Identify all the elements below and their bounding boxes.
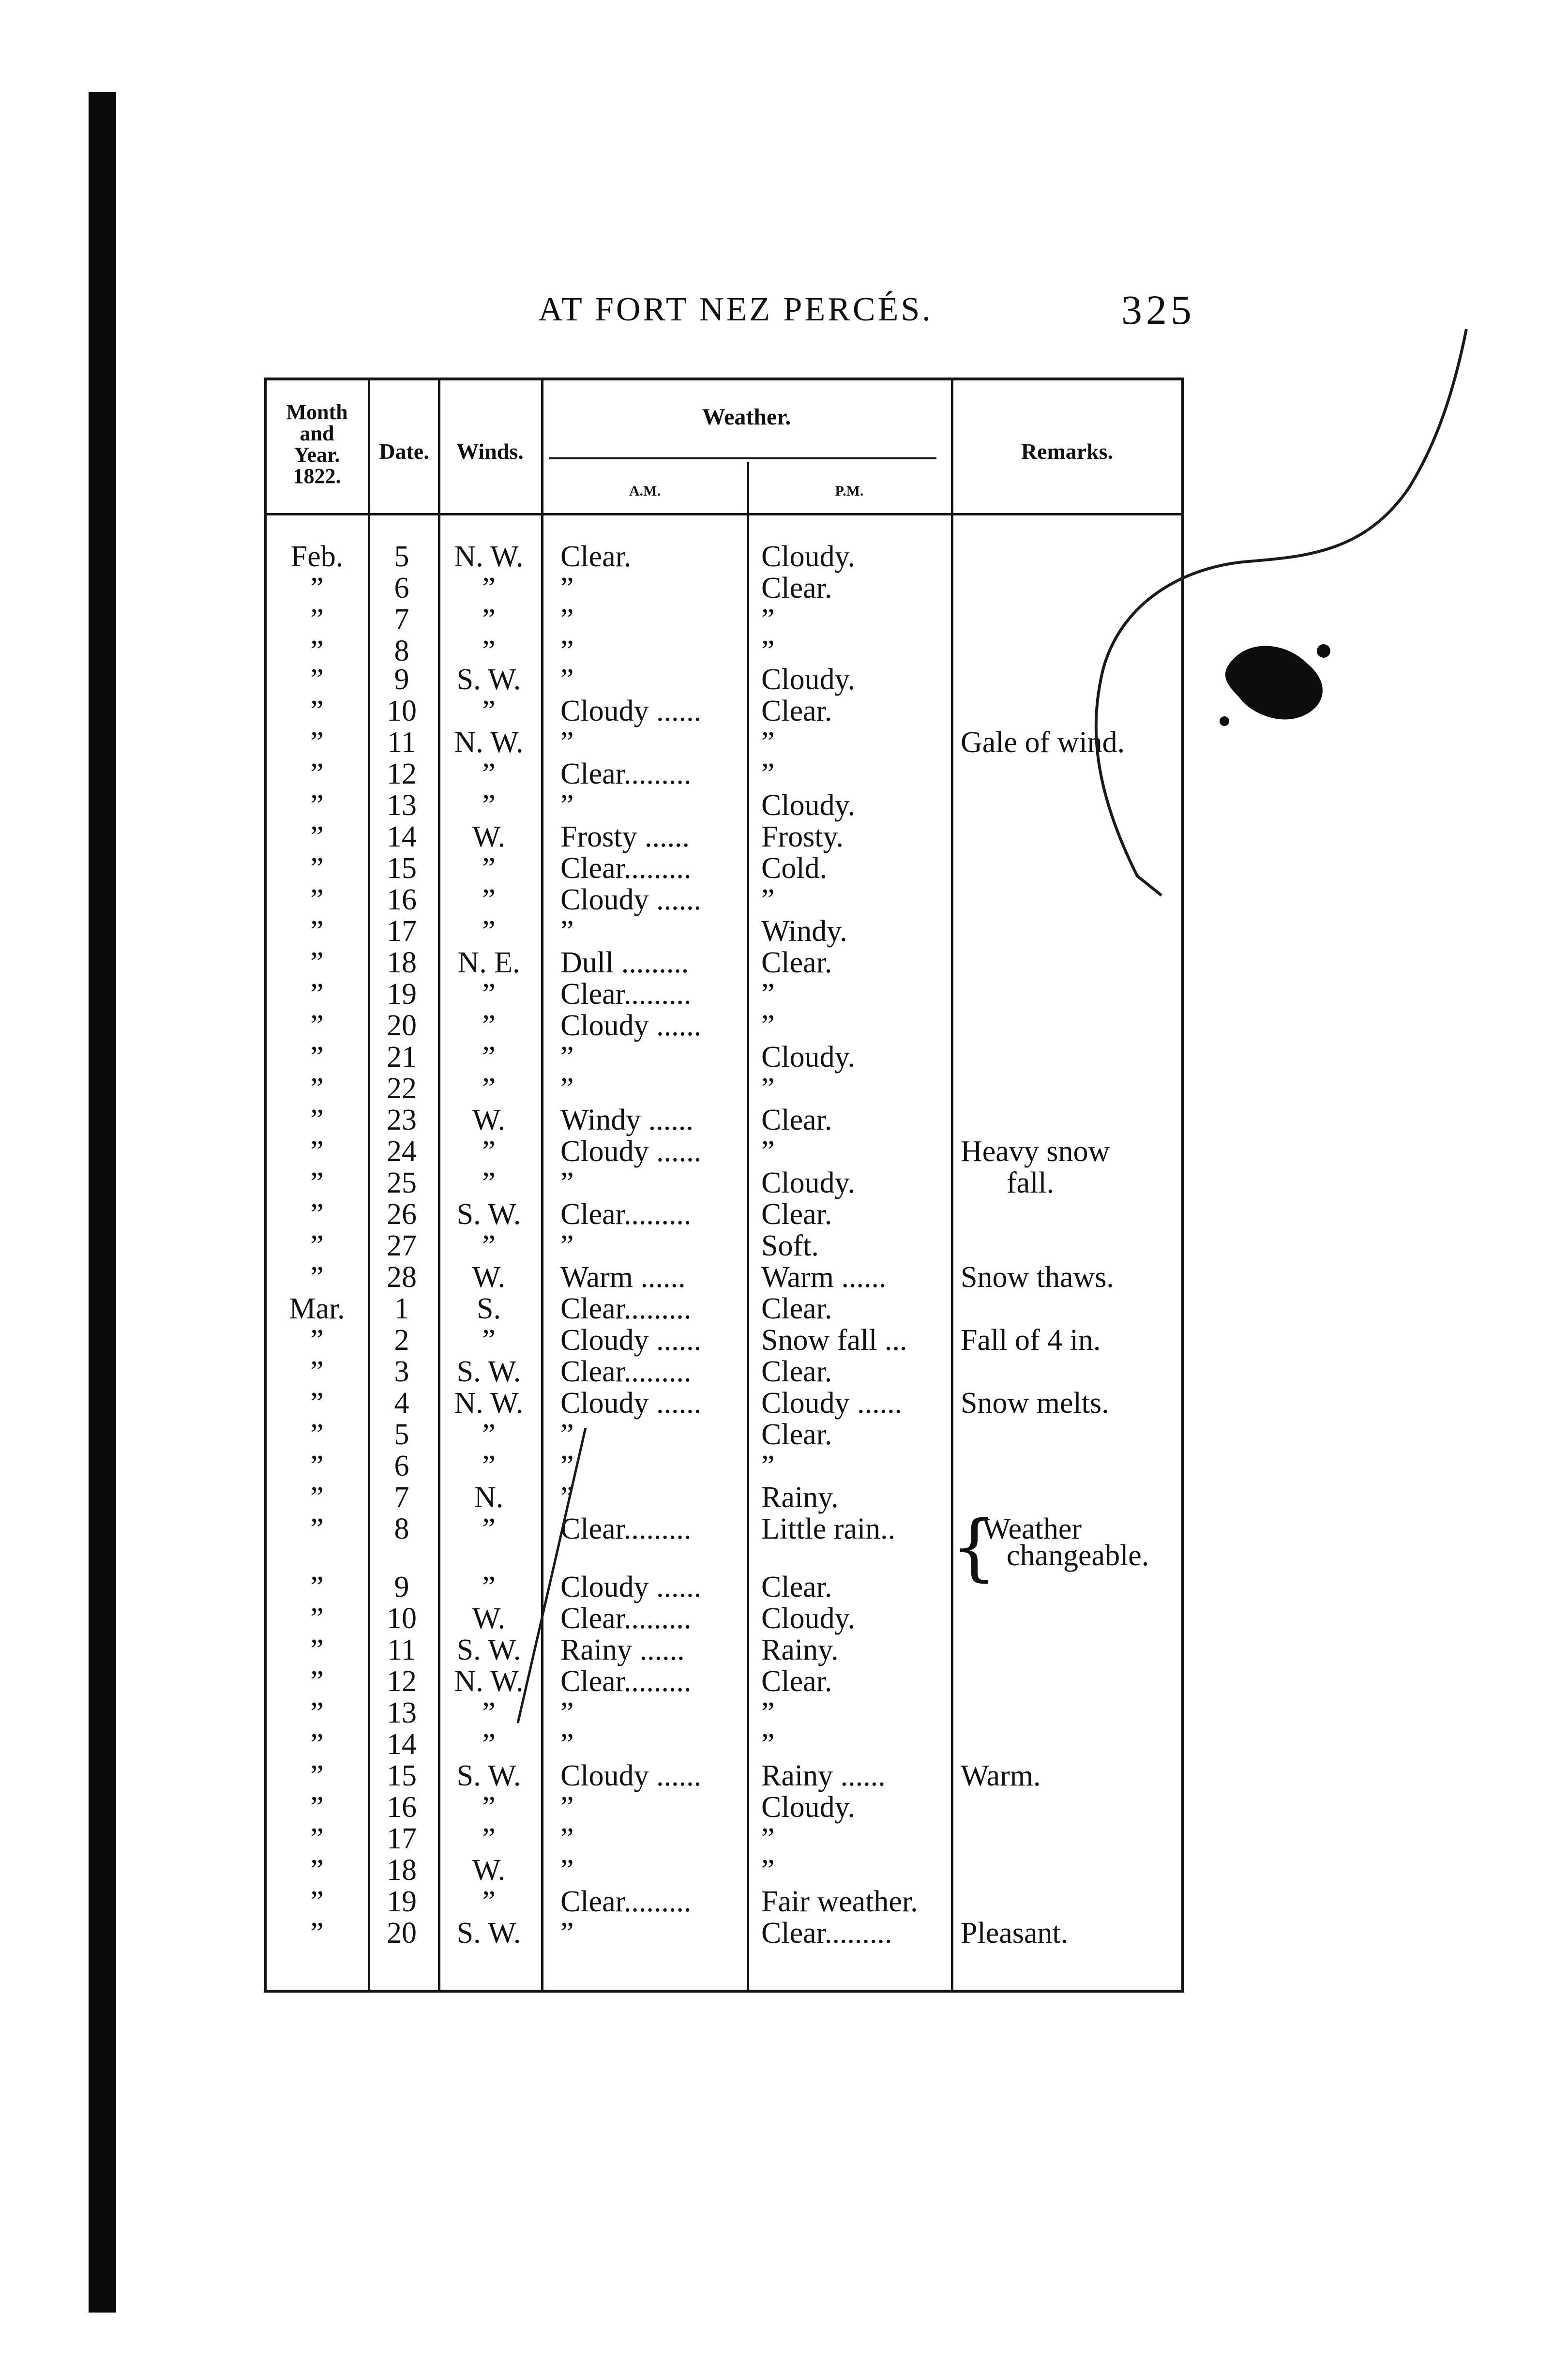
row-am: ”: [560, 1449, 574, 1482]
row-am: Cloudy ......: [560, 1386, 702, 1420]
row-wind: ”: [482, 1449, 496, 1482]
row-remark: Gale of wind.: [961, 726, 1125, 759]
row-month: ”: [310, 635, 324, 667]
row-pm: ”: [761, 1072, 775, 1105]
row-date: 1: [394, 1292, 409, 1325]
row-pm: ”: [761, 603, 775, 636]
row-pm: Clear.: [761, 694, 832, 727]
row-am: Clear.........: [560, 977, 692, 1011]
row-wind: W.: [472, 1103, 506, 1136]
row-am: ”: [560, 1166, 574, 1199]
row-wind: ”: [482, 851, 496, 885]
header-pm: P.M.: [835, 483, 864, 499]
row-am: ”: [560, 1072, 574, 1105]
row-wind: ”: [482, 1040, 496, 1074]
header-rule: [267, 513, 1181, 515]
row-date: 11: [387, 726, 416, 759]
row-month: Feb.: [290, 540, 344, 573]
row-month: ”: [310, 883, 324, 916]
row-pm: ”: [761, 1822, 775, 1855]
column-rule: [368, 380, 370, 1990]
row-pm: ”: [761, 635, 775, 667]
row-pm: Clear.: [761, 1197, 832, 1231]
row-month: ”: [310, 1664, 324, 1698]
row-date: 28: [387, 1260, 417, 1294]
row-month: ”: [310, 572, 324, 605]
row-date: 17: [387, 914, 417, 948]
row-pm: Cloudy.: [761, 1166, 856, 1199]
row-wind: W.: [472, 1260, 506, 1294]
header-remarks: Remarks.: [1021, 439, 1114, 464]
row-am: Cloudy ......: [560, 1570, 702, 1603]
row-date: 18: [387, 1853, 417, 1887]
row-remark: fall.: [1007, 1166, 1055, 1199]
row-month: ”: [310, 1134, 324, 1168]
row-wind: S. W.: [456, 1355, 521, 1388]
row-am: ”: [560, 1853, 574, 1887]
row-pm: Clear.........: [761, 1916, 892, 1950]
header-month-line: Year.: [294, 443, 340, 467]
row-date: 26: [387, 1197, 417, 1231]
row-am: Clear.: [560, 540, 632, 573]
row-am: ”: [560, 1481, 574, 1514]
row-wind: W.: [472, 820, 506, 853]
row-date: 17: [387, 1822, 417, 1855]
row-am: ”: [560, 1790, 574, 1824]
row-am: ”: [560, 1916, 574, 1950]
row-pm: ”: [761, 726, 775, 759]
row-wind: ”: [482, 914, 496, 948]
row-pm: ”: [761, 1449, 775, 1482]
row-pm: Clear.: [761, 1570, 832, 1603]
row-month: ”: [310, 1449, 324, 1482]
row-wind: ”: [482, 1727, 496, 1761]
row-am: Windy ......: [560, 1103, 694, 1136]
row-am: ”: [560, 1696, 574, 1729]
row-pm: Clear.: [761, 572, 832, 605]
row-date: 5: [394, 1418, 409, 1451]
row-month: ”: [310, 1570, 324, 1603]
row-date: 15: [387, 1759, 417, 1792]
row-date: 13: [387, 1696, 417, 1729]
row-date: 4: [394, 1386, 409, 1420]
row-month: ”: [310, 1323, 324, 1357]
column-rule: [747, 462, 749, 1990]
row-month: ”: [310, 1197, 324, 1231]
row-date: 20: [387, 1009, 417, 1042]
row-wind: N. W.: [454, 540, 524, 573]
row-month: ”: [310, 1418, 324, 1451]
row-month: ”: [310, 851, 324, 885]
row-pm: Windy.: [761, 914, 847, 948]
row-am: Warm ......: [560, 1260, 686, 1294]
row-date: 6: [394, 1449, 409, 1482]
row-date: 8: [394, 1512, 409, 1545]
row-am: Clear.........: [560, 1602, 692, 1635]
row-am: Cloudy ......: [560, 694, 702, 727]
row-wind: ”: [482, 1418, 496, 1451]
row-date: 12: [387, 1664, 417, 1698]
row-remark: changeable.: [1007, 1539, 1149, 1572]
row-month: ”: [310, 1696, 324, 1729]
row-am: ”: [560, 663, 574, 696]
row-am: Rainy ......: [560, 1633, 685, 1666]
row-date: 7: [394, 603, 409, 636]
row-am: Cloudy ......: [560, 1134, 702, 1168]
row-date: 23: [387, 1103, 417, 1136]
row-month: ”: [310, 726, 324, 759]
row-wind: N. W.: [454, 726, 524, 759]
row-am: Clear.........: [560, 1197, 692, 1231]
row-pm: Cloudy.: [761, 663, 856, 696]
row-pm: Rainy.: [761, 1633, 839, 1666]
row-date: 22: [387, 1072, 417, 1105]
row-wind: W.: [472, 1853, 506, 1887]
row-wind: ”: [482, 694, 496, 727]
row-date: 27: [387, 1229, 417, 1262]
running-head: AT FORT NEZ PERCÉS.: [538, 291, 933, 328]
row-am: Clear.........: [560, 1885, 692, 1918]
row-month: ”: [310, 820, 324, 853]
row-date: 6: [394, 572, 409, 605]
row-wind: S.: [477, 1292, 501, 1325]
row-remark: Snow thaws.: [961, 1260, 1114, 1294]
row-wind: ”: [482, 1166, 496, 1199]
row-wind: S. W.: [456, 1633, 521, 1666]
row-date: 3: [394, 1355, 409, 1388]
row-date: 10: [387, 694, 417, 727]
row-month: ”: [310, 788, 324, 822]
row-pm: ”: [761, 1727, 775, 1761]
header-winds: Winds.: [456, 439, 524, 464]
row-pm: Rainy.: [761, 1481, 839, 1514]
row-wind: ”: [482, 1885, 496, 1918]
row-date: 9: [394, 663, 409, 696]
row-am: Cloudy ......: [560, 883, 702, 916]
row-month: ”: [310, 1633, 324, 1666]
row-remark: Snow melts.: [961, 1386, 1109, 1420]
row-month: ”: [310, 1853, 324, 1887]
row-pm: ”: [761, 883, 775, 916]
row-wind: ”: [482, 572, 496, 605]
row-month: ”: [310, 1481, 324, 1514]
row-month: ”: [310, 1009, 324, 1042]
row-am: ”: [560, 914, 574, 948]
row-wind: ”: [482, 603, 496, 636]
row-remark: Fall of 4 in.: [961, 1323, 1101, 1357]
row-wind: W.: [472, 1602, 506, 1635]
row-wind: ”: [482, 1790, 496, 1824]
row-pm: Cloudy ......: [761, 1386, 903, 1420]
row-pm: Cold.: [761, 851, 828, 885]
row-date: 2: [394, 1323, 409, 1357]
column-rule: [951, 380, 953, 1990]
pen-stroke: [508, 1428, 595, 1728]
header-month-line: Month: [286, 400, 348, 424]
row-am: Cloudy ......: [560, 1323, 702, 1357]
row-pm: ”: [761, 977, 775, 1011]
row-am: Clear.........: [560, 1292, 692, 1325]
row-month: ”: [310, 663, 324, 696]
header-date: Date.: [379, 439, 429, 464]
row-am: ”: [560, 788, 574, 822]
row-date: 18: [387, 946, 417, 979]
row-wind: N. E.: [457, 946, 520, 979]
row-remark: Warm.: [961, 1759, 1041, 1792]
binding-edge: [89, 92, 116, 2313]
column-rule: [541, 380, 543, 1990]
row-remark: Heavy snow: [961, 1134, 1110, 1168]
row-date: 24: [387, 1134, 417, 1168]
row-month: ”: [310, 1512, 324, 1545]
row-am: ”: [560, 572, 574, 605]
brace-mark: {: [951, 1505, 997, 1589]
row-wind: ”: [482, 1072, 496, 1105]
row-am: Clear.........: [560, 851, 692, 885]
row-pm: Cloudy.: [761, 1602, 856, 1635]
row-date: 25: [387, 1166, 417, 1199]
row-pm: Cloudy.: [761, 788, 856, 822]
row-month: ”: [310, 977, 324, 1011]
row-pm: ”: [761, 1853, 775, 1887]
row-am: Frosty ......: [560, 820, 690, 853]
row-month: ”: [310, 1822, 324, 1855]
row-pm: Fair weather.: [761, 1885, 918, 1918]
row-date: 14: [387, 1727, 417, 1761]
row-wind: ”: [482, 1134, 496, 1168]
row-wind: ”: [482, 1822, 496, 1855]
row-pm: Snow fall ...: [761, 1323, 907, 1357]
row-month: ”: [310, 1790, 324, 1824]
row-date: 14: [387, 820, 417, 853]
row-date: 8: [394, 635, 409, 667]
row-date: 13: [387, 788, 417, 822]
row-pm: Cloudy.: [761, 1790, 856, 1824]
header-month-line: 1822.: [293, 464, 341, 488]
row-wind: N. W.: [454, 1664, 524, 1698]
row-month: ”: [310, 914, 324, 948]
row-month: ”: [310, 1166, 324, 1199]
row-wind: ”: [482, 788, 496, 822]
row-am: ”: [560, 726, 574, 759]
row-am: ”: [560, 1727, 574, 1761]
row-date: 19: [387, 977, 417, 1011]
row-date: 20: [387, 1916, 417, 1950]
row-wind: ”: [482, 1009, 496, 1042]
row-wind: ”: [482, 635, 496, 667]
row-wind: ”: [482, 1696, 496, 1729]
row-am: ”: [560, 1229, 574, 1262]
row-pm: Warm ......: [761, 1260, 887, 1294]
row-date: 15: [387, 851, 417, 885]
page-number: 325: [1121, 287, 1195, 333]
row-month: ”: [310, 1759, 324, 1792]
row-pm: Clear.: [761, 1292, 832, 1325]
header-month-line: and: [300, 422, 334, 445]
row-pm: Clear.: [761, 1664, 832, 1698]
row-wind: N. W.: [454, 1386, 524, 1420]
row-pm: Clear.: [761, 1418, 832, 1451]
row-date: 7: [394, 1481, 409, 1514]
row-am: Cloudy ......: [560, 1759, 702, 1792]
row-pm: Little rain..: [761, 1512, 896, 1545]
row-date: 10: [387, 1602, 417, 1635]
row-month: Mar.: [289, 1292, 345, 1325]
row-month: ”: [310, 757, 324, 790]
row-month: ”: [310, 1260, 324, 1294]
row-month: ”: [310, 1040, 324, 1074]
row-pm: Rainy ......: [761, 1759, 886, 1792]
row-am: Clear.........: [560, 757, 692, 790]
row-wind: N.: [474, 1481, 504, 1514]
row-month: ”: [310, 694, 324, 727]
pen-stroke: [1065, 329, 1491, 929]
row-month: ”: [310, 1916, 324, 1950]
row-pm: ”: [761, 757, 775, 790]
row-month: ”: [310, 946, 324, 979]
row-pm: ”: [761, 1009, 775, 1042]
row-wind: S. W.: [456, 663, 521, 696]
row-am: Clear.........: [560, 1512, 692, 1545]
row-am: ”: [560, 635, 574, 667]
row-am: ”: [560, 1040, 574, 1074]
row-wind: ”: [482, 1512, 496, 1545]
row-pm: Frosty.: [761, 820, 844, 853]
row-date: 21: [387, 1040, 417, 1074]
row-pm: Soft.: [761, 1229, 819, 1262]
row-date: 5: [394, 540, 409, 573]
row-pm: Cloudy.: [761, 540, 856, 573]
row-am: Clear.........: [560, 1664, 692, 1698]
row-pm: Clear.: [761, 1103, 832, 1136]
row-wind: S. W.: [456, 1197, 521, 1231]
header-rule: [549, 457, 936, 459]
row-month: ”: [310, 1355, 324, 1388]
row-month: ”: [310, 1602, 324, 1635]
row-remark: Pleasant.: [961, 1916, 1069, 1950]
row-am: Clear.........: [560, 1355, 692, 1388]
row-wind: S. W.: [456, 1916, 521, 1950]
row-date: 12: [387, 757, 417, 790]
row-wind: ”: [482, 883, 496, 916]
row-am: Cloudy ......: [560, 1009, 702, 1042]
row-wind: ”: [482, 1323, 496, 1357]
row-pm: ”: [761, 1134, 775, 1168]
header-am: A.M.: [629, 483, 661, 499]
row-wind: ”: [482, 977, 496, 1011]
row-month: ”: [310, 603, 324, 636]
row-pm: Clear.: [761, 1355, 832, 1388]
row-wind: ”: [482, 1229, 496, 1262]
row-date: 9: [394, 1570, 409, 1603]
row-wind: S. W.: [456, 1759, 521, 1792]
row-month: ”: [310, 1229, 324, 1262]
row-month: ”: [310, 1072, 324, 1105]
row-am: ”: [560, 1822, 574, 1855]
row-month: ”: [310, 1386, 324, 1420]
row-month: ”: [310, 1885, 324, 1918]
row-am: Dull .........: [560, 946, 689, 979]
header-weather: Weather.: [702, 404, 791, 430]
row-date: 11: [387, 1633, 416, 1666]
row-wind: ”: [482, 1570, 496, 1603]
row-am: ”: [560, 1418, 574, 1451]
row-date: 16: [387, 883, 417, 916]
row-date: 16: [387, 1790, 417, 1824]
row-remark: Weather: [982, 1512, 1082, 1545]
row-am: ”: [560, 603, 574, 636]
header-month: [271, 402, 363, 487]
row-wind: ”: [482, 757, 496, 790]
row-pm: Cloudy.: [761, 1040, 856, 1074]
row-pm: ”: [761, 1696, 775, 1729]
row-pm: Clear.: [761, 946, 832, 979]
row-month: ”: [310, 1727, 324, 1761]
row-date: 19: [387, 1885, 417, 1918]
row-month: ”: [310, 1103, 324, 1136]
